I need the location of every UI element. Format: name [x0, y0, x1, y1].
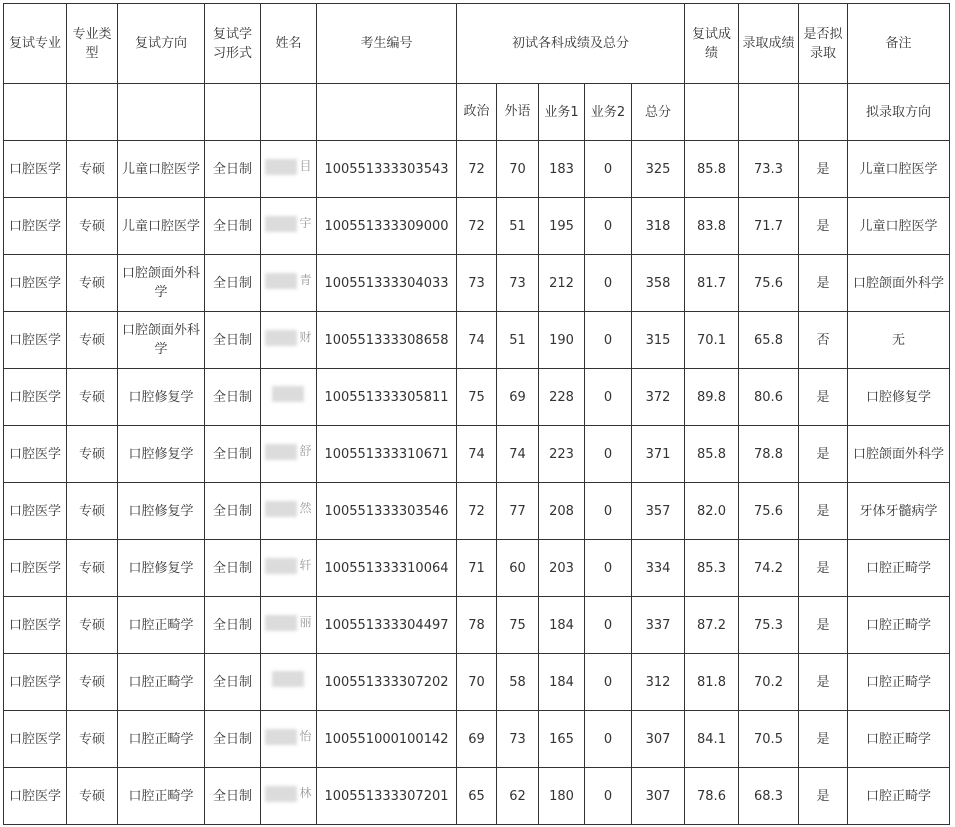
retest-score-cell: 83.8	[685, 198, 739, 255]
name-visible-char: 青	[299, 273, 312, 288]
direction-cell: 口腔修复学	[118, 426, 205, 483]
subject2-cell: 0	[585, 768, 632, 825]
redacted-name-blur	[272, 386, 304, 402]
exam-id-cell: 100551333309000	[317, 198, 457, 255]
retest-score-cell: 81.8	[685, 654, 739, 711]
table-row	[4, 369, 950, 426]
politics-cell: 72	[457, 198, 497, 255]
subheader-language: 外语	[497, 84, 539, 141]
direction-cell: 口腔正畸学	[118, 768, 205, 825]
name-visible-char: 舒	[299, 444, 312, 459]
language-cell: 74	[497, 426, 539, 483]
politics-cell: 72	[457, 483, 497, 540]
admitted-cell: 是	[799, 711, 848, 768]
subject1-cell: 212	[539, 255, 585, 312]
admitted-cell: 是	[799, 654, 848, 711]
language-cell: 58	[497, 654, 539, 711]
header-retest-score: 复试成绩	[685, 4, 739, 84]
table-row	[4, 597, 950, 654]
header-name: 姓名	[261, 4, 317, 84]
politics-cell: 72	[457, 141, 497, 198]
note-cell: 无	[848, 312, 950, 369]
direction-cell: 口腔正畸学	[118, 711, 205, 768]
major-cell: 口腔医学	[4, 312, 67, 369]
name-visible-char: 然	[299, 501, 312, 516]
direction-cell: 口腔正畸学	[118, 654, 205, 711]
form-cell: 全日制	[205, 198, 261, 255]
admission-table	[3, 3, 950, 825]
major-cell: 口腔医学	[4, 141, 67, 198]
language-cell: 69	[497, 369, 539, 426]
type-cell: 专硕	[67, 711, 118, 768]
major-cell: 口腔医学	[4, 255, 67, 312]
header-direction: 复试方向	[118, 4, 205, 84]
form-cell: 全日制	[205, 369, 261, 426]
name-cell	[261, 198, 317, 255]
admission-score-cell: 78.8	[739, 426, 799, 483]
retest-score-cell: 81.7	[685, 255, 739, 312]
name-cell	[261, 654, 317, 711]
subject1-cell: 165	[539, 711, 585, 768]
name-cell	[261, 540, 317, 597]
form-cell: 全日制	[205, 654, 261, 711]
major-cell: 口腔医学	[4, 426, 67, 483]
total-cell: 312	[632, 654, 685, 711]
admitted-cell: 是	[799, 768, 848, 825]
exam-id-cell: 100551333303546	[317, 483, 457, 540]
name-cell	[261, 483, 317, 540]
name-cell	[261, 711, 317, 768]
redacted-name-blur	[272, 671, 304, 687]
name-cell	[261, 426, 317, 483]
header-form: 复试学习形式	[205, 4, 261, 84]
redacted-name-blur	[265, 444, 297, 460]
language-cell: 70	[497, 141, 539, 198]
subject2-cell: 0	[585, 198, 632, 255]
redacted-name-blur	[265, 273, 297, 289]
admission-score-cell: 73.3	[739, 141, 799, 198]
total-cell: 357	[632, 483, 685, 540]
admitted-cell: 是	[799, 369, 848, 426]
admission-score-cell: 71.7	[739, 198, 799, 255]
subject1-cell: 183	[539, 141, 585, 198]
table-row	[4, 483, 950, 540]
header-major: 复试专业	[4, 4, 67, 84]
subject2-cell: 0	[585, 540, 632, 597]
admission-score-cell: 75.3	[739, 597, 799, 654]
politics-cell: 69	[457, 711, 497, 768]
note-cell: 儿童口腔医学	[848, 141, 950, 198]
retest-score-cell: 82.0	[685, 483, 739, 540]
header-admitted: 是否拟录取	[799, 4, 848, 84]
header-initial-scores: 初试各科成绩及总分	[457, 4, 685, 84]
admission-score-cell: 75.6	[739, 255, 799, 312]
retest-score-cell: 85.3	[685, 540, 739, 597]
name-cell	[261, 369, 317, 426]
admission-score-cell: 65.8	[739, 312, 799, 369]
exam-id-cell: 100551333307201	[317, 768, 457, 825]
note-cell: 儿童口腔医学	[848, 198, 950, 255]
direction-cell: 口腔颌面外科学	[118, 255, 205, 312]
name-cell	[261, 312, 317, 369]
admission-score-cell: 74.2	[739, 540, 799, 597]
exam-id-cell: 100551333310671	[317, 426, 457, 483]
admission-score-cell: 70.5	[739, 711, 799, 768]
total-cell: 337	[632, 597, 685, 654]
direction-cell: 儿童口腔医学	[118, 198, 205, 255]
politics-cell: 74	[457, 312, 497, 369]
admitted-cell: 是	[799, 141, 848, 198]
politics-cell: 70	[457, 654, 497, 711]
table-row	[4, 255, 950, 312]
type-cell: 专硕	[67, 312, 118, 369]
subject1-cell: 180	[539, 768, 585, 825]
name-visible-char: 轩	[299, 558, 312, 573]
table-row	[4, 198, 950, 255]
form-cell: 全日制	[205, 312, 261, 369]
name-visible-char: 财	[299, 330, 312, 345]
direction-cell: 口腔正畸学	[118, 597, 205, 654]
politics-cell: 71	[457, 540, 497, 597]
major-cell: 口腔医学	[4, 654, 67, 711]
subject2-cell: 0	[585, 255, 632, 312]
retest-score-cell: 87.2	[685, 597, 739, 654]
subject1-cell: 223	[539, 426, 585, 483]
note-cell: 口腔正畸学	[848, 768, 950, 825]
form-cell: 全日制	[205, 597, 261, 654]
politics-cell: 74	[457, 426, 497, 483]
retest-score-cell: 84.1	[685, 711, 739, 768]
admission-score-cell: 70.2	[739, 654, 799, 711]
politics-cell: 73	[457, 255, 497, 312]
redacted-name-blur	[265, 216, 297, 232]
major-cell: 口腔医学	[4, 597, 67, 654]
subheader-politics: 政治	[457, 84, 497, 141]
admitted-cell: 是	[799, 483, 848, 540]
table-row	[4, 426, 950, 483]
name-cell	[261, 597, 317, 654]
note-cell: 口腔颌面外科学	[848, 255, 950, 312]
form-cell: 全日制	[205, 768, 261, 825]
admission-score-cell: 80.6	[739, 369, 799, 426]
retest-score-cell: 89.8	[685, 369, 739, 426]
header-exam-id: 考生编号	[317, 4, 457, 84]
total-cell: 307	[632, 768, 685, 825]
exam-id-cell: 100551333310064	[317, 540, 457, 597]
politics-cell: 78	[457, 597, 497, 654]
type-cell: 专硕	[67, 426, 118, 483]
redacted-name-blur	[265, 501, 297, 517]
major-cell: 口腔医学	[4, 768, 67, 825]
redacted-name-blur	[265, 729, 297, 745]
table-row	[4, 312, 950, 369]
table-row	[4, 540, 950, 597]
admitted-cell: 是	[799, 426, 848, 483]
name-visible-char: 宇	[299, 216, 312, 231]
type-cell: 专硕	[67, 597, 118, 654]
form-cell: 全日制	[205, 483, 261, 540]
exam-id-cell: 100551333308658	[317, 312, 457, 369]
subject1-cell: 184	[539, 597, 585, 654]
admission-score-cell: 68.3	[739, 768, 799, 825]
subject1-cell: 184	[539, 654, 585, 711]
total-cell: 315	[632, 312, 685, 369]
type-cell: 专硕	[67, 255, 118, 312]
admitted-cell: 是	[799, 255, 848, 312]
politics-cell: 65	[457, 768, 497, 825]
total-cell: 372	[632, 369, 685, 426]
name-visible-char: 怡	[299, 729, 312, 744]
type-cell: 专硕	[67, 540, 118, 597]
header-type: 专业类型	[67, 4, 118, 84]
name-cell	[261, 768, 317, 825]
type-cell: 专硕	[67, 369, 118, 426]
redacted-name-blur	[265, 615, 297, 631]
name-visible-char: 丽	[299, 615, 312, 630]
subject2-cell: 0	[585, 312, 632, 369]
form-cell: 全日制	[205, 426, 261, 483]
major-cell: 口腔医学	[4, 711, 67, 768]
type-cell: 专硕	[67, 198, 118, 255]
total-cell: 358	[632, 255, 685, 312]
table-row	[4, 654, 950, 711]
major-cell: 口腔医学	[4, 369, 67, 426]
language-cell: 60	[497, 540, 539, 597]
retest-score-cell: 85.8	[685, 141, 739, 198]
exam-id-cell: 100551333304033	[317, 255, 457, 312]
total-cell: 334	[632, 540, 685, 597]
admission-score-cell: 75.6	[739, 483, 799, 540]
admitted-cell: 是	[799, 540, 848, 597]
major-cell: 口腔医学	[4, 483, 67, 540]
total-cell: 307	[632, 711, 685, 768]
direction-cell: 口腔颌面外科学	[118, 312, 205, 369]
subject1-cell: 190	[539, 312, 585, 369]
redacted-name-blur	[265, 558, 297, 574]
direction-cell: 口腔修复学	[118, 540, 205, 597]
type-cell: 专硕	[67, 654, 118, 711]
subject2-cell: 0	[585, 483, 632, 540]
language-cell: 51	[497, 312, 539, 369]
note-cell: 口腔颌面外科学	[848, 426, 950, 483]
major-cell: 口腔医学	[4, 198, 67, 255]
type-cell: 专硕	[67, 141, 118, 198]
note-cell: 口腔正畸学	[848, 654, 950, 711]
name-cell	[261, 141, 317, 198]
note-cell: 口腔正畸学	[848, 711, 950, 768]
major-cell: 口腔医学	[4, 540, 67, 597]
table-row	[4, 711, 950, 768]
note-cell: 口腔正畸学	[848, 597, 950, 654]
header-row	[4, 4, 950, 84]
note-cell: 口腔正畸学	[848, 540, 950, 597]
direction-cell: 儿童口腔医学	[118, 141, 205, 198]
retest-score-cell: 85.8	[685, 426, 739, 483]
language-cell: 73	[497, 711, 539, 768]
subject2-cell: 0	[585, 369, 632, 426]
table-row	[4, 768, 950, 825]
subject1-cell: 195	[539, 198, 585, 255]
subheader-direction: 拟录取方向	[848, 84, 950, 141]
exam-id-cell: 100551333304497	[317, 597, 457, 654]
subject2-cell: 0	[585, 654, 632, 711]
retest-score-cell: 78.6	[685, 768, 739, 825]
subject1-cell: 208	[539, 483, 585, 540]
language-cell: 75	[497, 597, 539, 654]
subheader-subject2: 业务2	[585, 84, 632, 141]
admitted-cell: 是	[799, 597, 848, 654]
total-cell: 318	[632, 198, 685, 255]
language-cell: 62	[497, 768, 539, 825]
language-cell: 73	[497, 255, 539, 312]
total-cell: 371	[632, 426, 685, 483]
language-cell: 77	[497, 483, 539, 540]
exam-id-cell: 100551333305811	[317, 369, 457, 426]
direction-cell: 口腔修复学	[118, 483, 205, 540]
header-note: 备注	[848, 4, 950, 84]
name-visible-char: 林	[299, 786, 312, 801]
subject1-cell: 228	[539, 369, 585, 426]
exam-id-cell: 100551000100142	[317, 711, 457, 768]
redacted-name-blur	[265, 330, 297, 346]
name-cell	[261, 255, 317, 312]
subject1-cell: 203	[539, 540, 585, 597]
note-cell: 口腔修复学	[848, 369, 950, 426]
subheader-total: 总分	[632, 84, 685, 141]
subheader-row	[4, 84, 950, 141]
admitted-cell: 是	[799, 198, 848, 255]
subject2-cell: 0	[585, 597, 632, 654]
politics-cell: 75	[457, 369, 497, 426]
exam-id-cell: 100551333307202	[317, 654, 457, 711]
admitted-cell: 否	[799, 312, 848, 369]
total-cell: 325	[632, 141, 685, 198]
direction-cell: 口腔修复学	[118, 369, 205, 426]
language-cell: 51	[497, 198, 539, 255]
form-cell: 全日制	[205, 255, 261, 312]
subject2-cell: 0	[585, 141, 632, 198]
form-cell: 全日制	[205, 711, 261, 768]
subheader-subject1: 业务1	[539, 84, 585, 141]
subject2-cell: 0	[585, 711, 632, 768]
form-cell: 全日制	[205, 141, 261, 198]
retest-score-cell: 70.1	[685, 312, 739, 369]
redacted-name-blur	[265, 159, 297, 175]
subject2-cell: 0	[585, 426, 632, 483]
name-visible-char: 目	[299, 159, 312, 174]
note-cell: 牙体牙髓病学	[848, 483, 950, 540]
type-cell: 专硕	[67, 768, 118, 825]
redacted-name-blur	[265, 786, 297, 802]
form-cell: 全日制	[205, 540, 261, 597]
table-row	[4, 141, 950, 198]
type-cell: 专硕	[67, 483, 118, 540]
exam-id-cell: 100551333303543	[317, 141, 457, 198]
header-admission-score: 录取成绩	[739, 4, 799, 84]
